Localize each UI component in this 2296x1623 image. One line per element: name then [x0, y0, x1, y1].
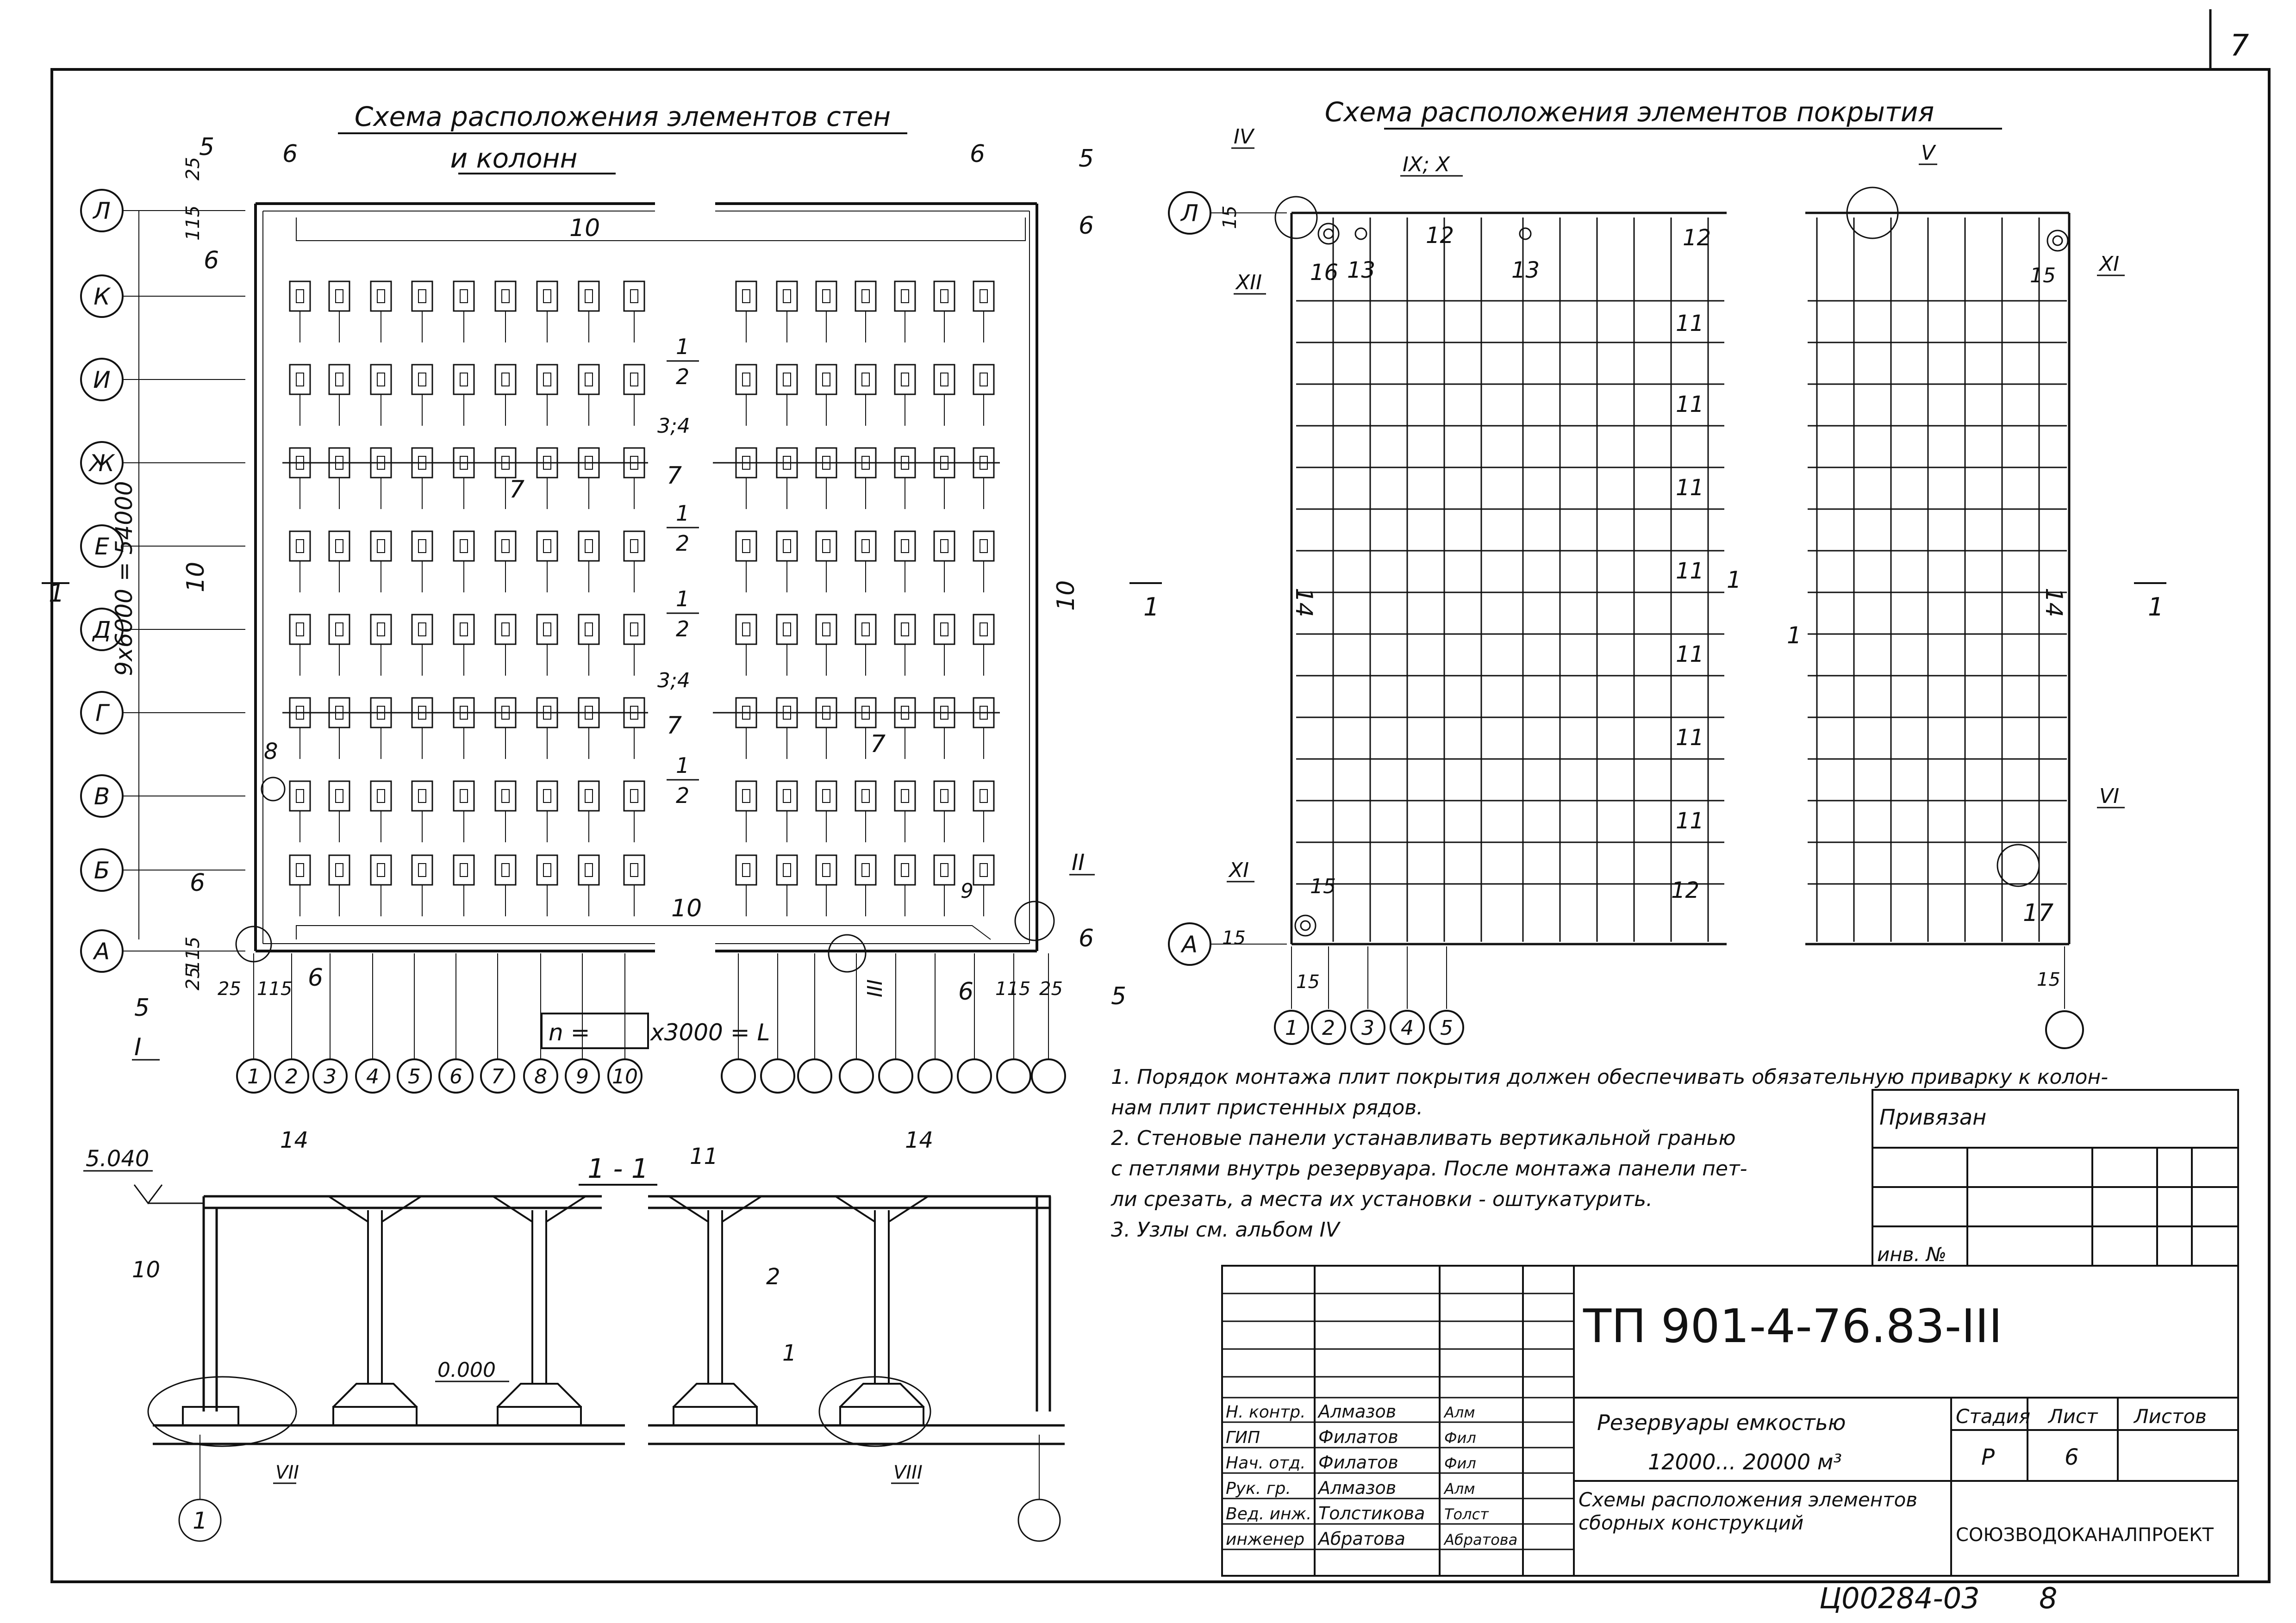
mark-10-bot: 10 [671, 895, 702, 922]
tb-signature: Фил [1444, 1429, 1476, 1447]
r-mark-13a: 13 [1347, 257, 1376, 283]
frac-den: 2 [676, 783, 690, 808]
r-mark-12b: 12 [1683, 225, 1711, 251]
tb-stage: Р [1981, 1444, 1995, 1470]
row-axis-label: К [94, 283, 110, 310]
dim-115-br: 115 [995, 978, 1031, 1000]
tb-role: инженер [1226, 1530, 1305, 1549]
row-axis-label: И [93, 367, 111, 393]
row-axis-label: Л [93, 198, 111, 224]
dim-115-top: 115 [182, 205, 204, 241]
col-axis-label: 10 [612, 1065, 638, 1088]
tb-sheet: 6 [2065, 1444, 2079, 1470]
mark-6-tl2: 6 [204, 247, 219, 274]
formula-rest: x3000 = L [650, 1019, 770, 1046]
r-mark-11: 11 [1676, 392, 1704, 417]
mark-5-br: 5 [1111, 983, 1127, 1010]
r-mark-1a: 1 [1727, 566, 1741, 593]
r-col-axis-label: 4 [1401, 1016, 1414, 1040]
r-col-axis-label: 1 [1285, 1016, 1298, 1040]
tb-name: Алмазов [1318, 1478, 1397, 1498]
tb-name: Алмазов [1318, 1401, 1397, 1422]
right-plan-title: Схема расположения элементов покрытия [1324, 96, 1934, 128]
dim-span: 9x6000 = 54000 [111, 481, 137, 676]
frac-den: 2 [676, 616, 690, 641]
r-mark-11: 11 [1676, 558, 1704, 584]
row-axis-label: А [94, 938, 110, 965]
tb-role: Н. контр. [1226, 1403, 1306, 1422]
note-1b: нам плит пристенных рядов. [1111, 1096, 1423, 1119]
mark-7-b: 7 [667, 462, 682, 490]
r-dim-15b: 15 [1222, 927, 1246, 949]
frac-num: 1 [676, 586, 690, 611]
tb-title-1: Резервуары емкостью [1597, 1410, 1846, 1435]
tb-sheet-title-1: Схемы расположения элементов [1578, 1488, 1918, 1511]
r-mark-1b: 1 [1787, 622, 1802, 649]
section-mark-right: 1 [2148, 592, 2164, 622]
r-dim-15a: 15 [1219, 205, 1241, 229]
mark-6-bl2: 6 [308, 964, 324, 992]
tb-sheet-header: Лист [2048, 1405, 2098, 1428]
sec-mark-2: 2 [766, 1264, 780, 1290]
mark-34-a: 3;4 [657, 414, 690, 438]
mark-7-d: 7 [870, 730, 886, 758]
mark-5-tr: 5 [1079, 145, 1094, 173]
col-axis-label: 1 [247, 1065, 260, 1088]
dim-25-bot: 25 [182, 967, 204, 990]
row-axis-label: Г [95, 700, 108, 727]
footer-page: 8 [2039, 1581, 2058, 1615]
r-dim-15c: 15 [1296, 971, 1320, 993]
tb-name: Толстикова [1318, 1503, 1425, 1524]
tb-signature: Алм [1444, 1404, 1475, 1421]
frac-num: 1 [676, 334, 690, 359]
r-mark-11: 11 [1676, 311, 1704, 336]
privyazan-label: Привязан [1879, 1105, 1987, 1130]
r-col-axis-label: 5 [1440, 1016, 1453, 1040]
left-plan-title-2: и колонн [450, 143, 578, 174]
level-zero: 0.000 [437, 1358, 496, 1382]
node-ref-III: III [863, 979, 887, 997]
note-1a: 1. Порядок монтажа плит покрытия должен обеспечивать обязательную приварку к колон- [1111, 1065, 2109, 1089]
r-node-IV: IV [1234, 125, 1254, 149]
mark-8: 8 [264, 739, 278, 765]
right-plan [1169, 96, 2166, 1048]
row-axis-label: В [94, 783, 110, 810]
mark-34-b: 3;4 [657, 669, 690, 692]
frac-den: 2 [676, 364, 690, 389]
r-mark-11: 11 [1676, 641, 1704, 667]
r-row-axis-label: А [1181, 931, 1198, 958]
r-col-axis-label: 2 [1322, 1016, 1335, 1040]
mark-6-tr: 6 [970, 140, 986, 168]
r-mark-14a: 14 [1291, 588, 1317, 617]
col-axis-label: 3 [324, 1065, 337, 1088]
dim-25-bl: 25 [218, 978, 241, 1000]
sec-mark-14a: 14 [280, 1127, 309, 1153]
section-mark-mid: 1 [1143, 592, 1160, 622]
r-mark-12c: 12 [1671, 877, 1700, 903]
note-2a: 2. Стеновые панели устанавливать вертикальной гранью [1111, 1126, 1736, 1150]
frac-num: 1 [676, 753, 690, 778]
col-axis-label: 9 [576, 1065, 589, 1088]
col-axis-label: 2 [285, 1065, 298, 1088]
col-axis-label: 7 [491, 1065, 504, 1088]
left-plan-title-1: Схема расположения элементов стен [354, 101, 891, 132]
inv-label: инв. № [1877, 1243, 1947, 1266]
r-mark-11: 11 [1676, 808, 1704, 834]
col-axis-label: 4 [366, 1065, 379, 1088]
dim-25-br: 25 [1039, 978, 1063, 1000]
tb-sheets-header: Листов [2134, 1405, 2207, 1428]
r-mark-11: 11 [1676, 475, 1704, 501]
col-axis-label: 6 [449, 1065, 462, 1088]
row-axis-label: Б [94, 857, 110, 884]
tb-stage-header: Стадия [1956, 1405, 2031, 1428]
dim-25-top: 25 [182, 157, 204, 180]
note-2c: ли срезать, а места их установки - оштукатурить. [1111, 1188, 1653, 1211]
tb-signature: Алм [1444, 1480, 1475, 1498]
section-1-1 [83, 1127, 1065, 1541]
footer-code: Ц00284-03 [1819, 1581, 1980, 1615]
dim-115-bl: 115 [257, 978, 293, 1000]
mark-6-tl: 6 [282, 140, 298, 168]
mark-7-a: 7 [509, 476, 525, 504]
note-3: 3. Узлы см. альбом IV [1111, 1218, 1340, 1242]
tb-role: ГИП [1226, 1428, 1260, 1447]
frac-den: 2 [676, 531, 690, 556]
sec-axis-1: 1 [193, 1507, 207, 1534]
r-node-IX-X: IX; X [1403, 153, 1450, 176]
r-mark-14b: 14 [2040, 588, 2067, 617]
mark-6-br: 6 [1079, 925, 1094, 952]
sec-mark-1: 1 [782, 1340, 797, 1366]
sec-mark-10: 10 [132, 1257, 161, 1283]
doc-code: ТП 901-4-76.83-III [1583, 1299, 2003, 1353]
r-node-XI-b: XI [1229, 858, 1249, 882]
mark-7-c: 7 [667, 712, 682, 740]
r-mark-13b: 13 [1511, 257, 1540, 283]
r-node-XII: XII [1236, 271, 1262, 294]
tb-organization: СОЮЗВОДОКАНАЛПРОЕКТ [1956, 1524, 2214, 1546]
left-plan [42, 101, 1162, 1093]
tb-title-2: 12000... 20000 м³ [1648, 1449, 1842, 1474]
mark-6-br2: 6 [958, 978, 974, 1006]
note-2b: с петлями внутрь резервуара. После монтажа панели пет- [1111, 1157, 1747, 1181]
mark-6-tr2: 6 [1079, 212, 1094, 240]
tb-signature: Фил [1444, 1455, 1476, 1472]
mark-9: 9 [961, 879, 973, 903]
tb-signature: Толст [1444, 1505, 1489, 1523]
r-mark-16: 16 [1310, 260, 1339, 286]
r-dim-15d: 15 [2037, 969, 2060, 990]
col-axis-label: 5 [408, 1065, 421, 1088]
mark-10-top: 10 [569, 214, 600, 242]
page-number: 7 [2230, 29, 2249, 63]
col-axis-label: 8 [534, 1065, 547, 1088]
sec-node-VIII: VIII [893, 1462, 923, 1483]
tb-role: Вед. инж. [1226, 1505, 1312, 1524]
dim-115-bot: 115 [182, 936, 204, 972]
r-col-axis-label: 3 [1361, 1016, 1374, 1040]
r-mark-15b: 15 [2030, 264, 2056, 287]
mark-10-left: 10 [182, 561, 210, 592]
section-mark-left: 1 [49, 578, 65, 608]
node-ref-I: I [134, 1033, 142, 1061]
section-title: 1 - 1 [587, 1153, 649, 1184]
row-axis-label: Ж [89, 450, 114, 477]
row-axis-label: Д [93, 616, 111, 643]
sec-node-VII: VII [275, 1462, 299, 1483]
tb-signature: Абратова [1444, 1531, 1518, 1548]
tb-name: Абратова [1318, 1529, 1405, 1549]
r-mark-17: 17 [2023, 899, 2054, 927]
formula-n: n = [549, 1019, 590, 1046]
level-top: 5.040 [86, 1146, 150, 1172]
r-node-VI: VI [2099, 784, 2120, 808]
node-ref-II: II [1072, 850, 1085, 876]
r-mark-12a: 12 [1426, 223, 1454, 249]
r-mark-11: 11 [1676, 725, 1704, 751]
tb-name: Филатов [1318, 1452, 1398, 1473]
sec-mark-11: 11 [690, 1144, 718, 1169]
mark-10-right: 10 [1052, 580, 1080, 611]
tb-role: Нач. отд. [1226, 1454, 1306, 1473]
r-node-V: V [1921, 141, 1935, 165]
mark-6-bl: 6 [190, 869, 206, 897]
row-axis-label: Е [94, 533, 109, 560]
tb-name: Филатов [1318, 1427, 1398, 1447]
r-mark-15a: 15 [1310, 875, 1336, 898]
r-row-axis-label: Л [1181, 200, 1198, 227]
mark-5-bl: 5 [134, 994, 150, 1022]
tb-role: Рук. гр. [1226, 1479, 1291, 1498]
mark-5-tl: 5 [199, 133, 215, 161]
tb-sheet-title-2: сборных конструкций [1578, 1511, 1804, 1534]
sec-mark-14b: 14 [905, 1127, 934, 1153]
r-node-XI-a: XI [2099, 252, 2120, 276]
frac-num: 1 [676, 501, 690, 526]
